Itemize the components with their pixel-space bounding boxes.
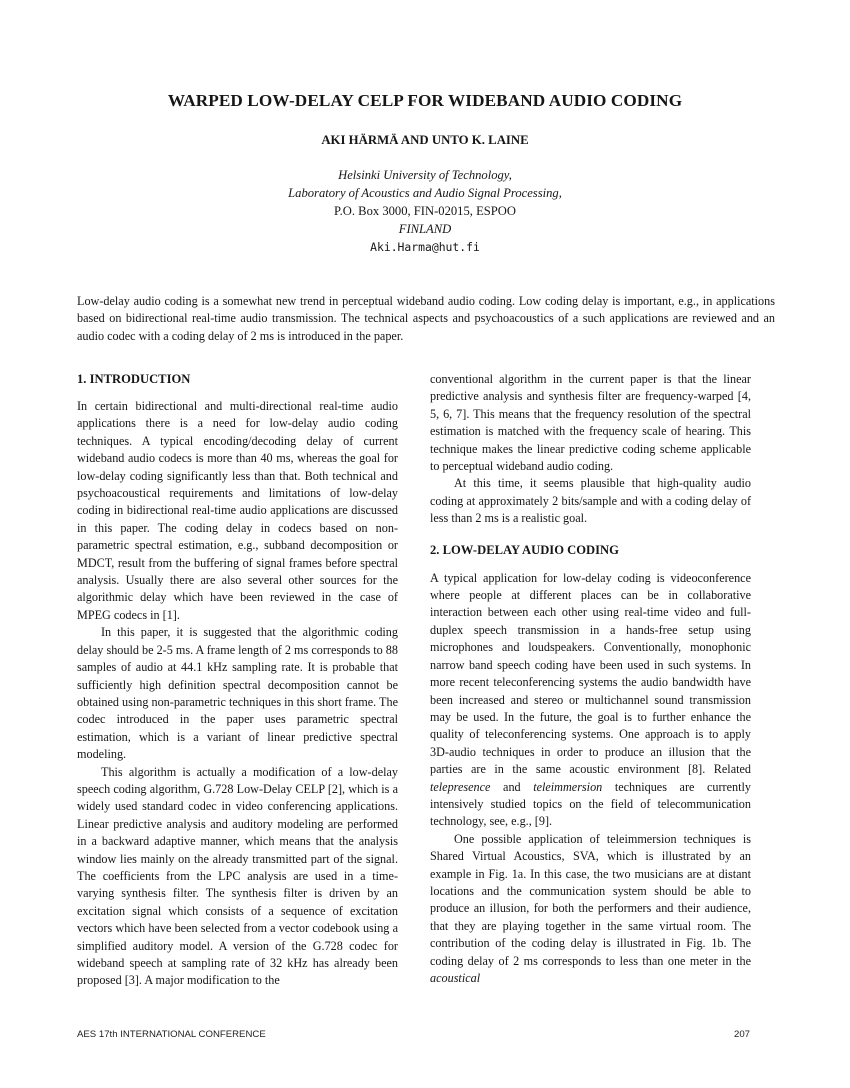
right-column bbox=[430, 371, 751, 987]
lowdelay-paragraph-1 bbox=[430, 570, 751, 831]
intro-paragraph-1: In certain bidirectional and multi-directional real-time audio applications there is a need for low-delay audio coding techniques. A typical encoding/decoding delay of current wideband audio codecs is more than 40 ms, whereas the goal for low-delay coding significantly less than that. Both technical and psychoacoustical requirements and limitations of low-delay coding in bidirectional real-time audio applications are discussed in this paper. The coding delay in codecs based on non-parametric spectral estimation, e.g., subband decomposition or MDCT, result from the buffering of signal frames before spectral analysis. Usually there are also several other sources for the algorithmic delay which have been reviewed in the case of MPEG codecs in [1]. bbox=[77, 399, 398, 622]
affiliation-laboratory: Laboratory of Acoustics and Audio Signal Processing, bbox=[288, 186, 562, 200]
lowdelay-p1-text-a: A typical application for low-delay coding is videoconference where people at different places can be in collaborative interaction between each other using real-time video and full-duplex speech transmission in a hands-free setup using microphones and loudspeakers. Conventionally, monophonic narrow band speech coding have been used in such systems. In more recent teleconferencing systems the audio bandwidth have been increased and stereo or multichannel sound transmission may be used. In the future, the goal is to further enhance the quality of teleconferencing systems. One approach is to apply 3D-audio techniques in order to produce an illusion that the parties are in the same acoustic environment [8]. Related bbox=[430, 570, 751, 777]
affiliation-block bbox=[40, 166, 810, 256]
section-heading-introduction: 1. INTRODUCTION bbox=[77, 372, 191, 386]
left-column bbox=[77, 371, 398, 990]
intro-paragraph-5: At this time, it seems plausible that high-quality audio coding at approximately 2 bits/sample and with a coding delay of less than 2 ms is a realistic goal. bbox=[430, 476, 751, 526]
intro-paragraph-2: In this paper, it is suggested that the algorithmic coding delay should be 2-5 ms. A frame length of 2 ms corresponds to 88 samples of audio at 44.1 kHz sampling rate. It is probable that sufficiently high definition spectral decomposition cannot be obtained using non-parametric techniques in this short frame. The codec introduced in the paper uses parametric spectral estimation, which is a variant of linear predictive spectral modeling. bbox=[77, 625, 398, 762]
footer-conference: AES 17th INTERNATIONAL CONFERENCE bbox=[77, 1029, 266, 1040]
abstract: Low-delay audio coding is a somewhat new trend in perceptual wideband audio coding. Low coding delay is important, e.g., in applications based on bidirectional real-time audio transmission. The technical aspects and psychoacoustics of a such applications are reviewed and an audio codec with a coding delay of 2 ms is introduced in the paper. bbox=[77, 294, 775, 343]
intro-paragraph-4: conventional algorithm in the current paper is that the linear predictive analysis and synthesis filter are frequency-warped [4, 5, 6, 7]. This means that the frequency resolution of the spectral estimation is matched with the frequency scale of hearing. This technique makes the linear predictive coding scheme applicable to perceptual wideband audio coding. bbox=[430, 372, 751, 474]
lowdelay-p1-term-teleimmersion: teleimmersion bbox=[533, 779, 603, 794]
lowdelay-p1-text-b: and bbox=[490, 779, 534, 794]
lowdelay-p2-term-acoustical: acoustical bbox=[430, 971, 481, 985]
paper-title: WARPED LOW-DELAY CELP FOR WIDEBAND AUDIO CODING bbox=[167, 91, 683, 110]
intro-paragraph-3: This algorithm is actually a modification of a low-delay speech coding algorithm, G.728 Low-Delay CELP [2], which is a widely used standard codec in video conferencing applications. Linear predictive analysis and auditory modeling are performed in a backward adaptive manner, which means that the analysis window lies mainly on the already transmitted part of the signal. The coefficients from the LPC analysis are used in a time-varying synthesis filter. The synthesis filter is driven by an excitation signal which consists of a sequence of excitation vectors which have been selected from a vector codebook using a simplified auditory model. A version of the G.728 codec for wideband speech at sampling rate of 32 kHz has already been proposed [3]. A major modification to the bbox=[77, 764, 398, 988]
affiliation-address: P.O. Box 3000, FIN-02015, ESPOO bbox=[334, 204, 516, 218]
affiliation-university: Helsinki University of Technology, bbox=[338, 168, 512, 182]
affiliation-country: FINLAND bbox=[398, 222, 452, 236]
paper-authors: AKI HÄRMÄ AND UNTO K. LAINE bbox=[321, 133, 529, 147]
footer-page-number: 207 bbox=[733, 1029, 750, 1040]
lowdelay-p1-term-telepresence: telepresence bbox=[430, 779, 491, 794]
lowdelay-p1-text-c: techniques are currently intensively studied topics on the field of telecommunication technology, see, e.g., [9]. bbox=[430, 779, 751, 829]
lowdelay-p2-text: One possible application of teleimmersion techniques is Shared Virtual Acoustics, SVA, which is illustrated by an example in Fig. 1a. In this case, the two musicians are at distant locations and the communication system should be able to produce an illusion, for both the performers and their audience, that they are playing together in the same virtual room. The contribution of the coding delay is illustrated in Fig. 1b. The coding delay of 2 ms corresponds to less than one meter in the bbox=[430, 831, 751, 968]
lowdelay-paragraph-2 bbox=[430, 831, 751, 988]
section-heading-low-delay: 2. LOW-DELAY AUDIO CODING bbox=[430, 542, 619, 557]
affiliation-email: Aki.Harma@hut.fi bbox=[370, 240, 480, 254]
